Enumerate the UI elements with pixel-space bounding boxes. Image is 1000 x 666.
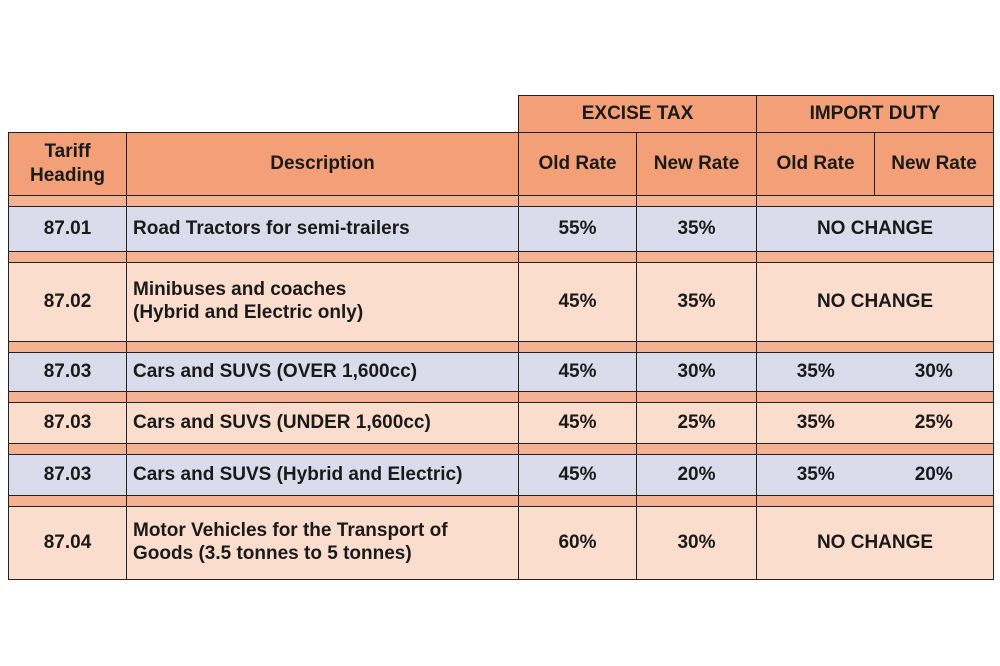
column-header-row — [9, 133, 994, 196]
excise-new-rate-header: New Rate — [637, 133, 757, 196]
excise-old-rate-header: Old Rate — [519, 133, 637, 196]
excise-old-cell: 60% — [519, 507, 637, 580]
tariff-heading-header — [9, 133, 127, 196]
excise-new-cell: 25% — [637, 403, 757, 444]
description-header: Description — [127, 133, 519, 196]
tariff-heading-cell: 87.03 — [9, 403, 127, 444]
tariff-heading-cell: 87.03 — [9, 455, 127, 496]
tariff-heading-line2: Heading — [30, 165, 105, 186]
import-duty-header: IMPORT DUTY — [757, 96, 994, 133]
excise-tax-header: EXCISE TAX — [519, 96, 757, 133]
excise-new-cell: 20% — [637, 455, 757, 496]
tariff-heading-cell: 87.03 — [9, 353, 127, 392]
table-row — [9, 263, 994, 342]
description-cell — [127, 507, 519, 580]
import-new-cell: 25% — [875, 403, 994, 444]
excise-old-cell: 45% — [519, 263, 637, 342]
separator-row — [9, 392, 994, 403]
excise-new-cell: 35% — [637, 207, 757, 252]
excise-old-cell: 45% — [519, 403, 637, 444]
import-no-change-cell: NO CHANGE — [757, 507, 994, 580]
import-old-cell: 35% — [757, 403, 875, 444]
group-header-row — [9, 96, 994, 133]
separator-row — [9, 444, 994, 455]
table-row — [9, 455, 994, 496]
description-line2: (Hybrid and Electric only) — [133, 302, 364, 323]
tariff-heading-cell: 87.04 — [9, 507, 127, 580]
excise-old-cell: 45% — [519, 455, 637, 496]
separator-row — [9, 496, 994, 507]
import-no-change-cell: NO CHANGE — [757, 263, 994, 342]
description-cell: Cars and SUVS (Hybrid and Electric) — [127, 455, 519, 496]
import-new-rate-header: New Rate — [875, 133, 994, 196]
description-cell — [127, 263, 519, 342]
import-no-change-cell: NO CHANGE — [757, 207, 994, 252]
description-line1: Minibuses and coaches — [133, 279, 347, 301]
tariff-heading-cell: 87.02 — [9, 263, 127, 342]
separator-row — [9, 342, 994, 353]
table-row — [9, 507, 994, 580]
separator-row — [9, 252, 994, 263]
description-cell: Cars and SUVS (UNDER 1,600cc) — [127, 403, 519, 444]
import-new-cell: 30% — [875, 353, 994, 392]
separator-row — [9, 196, 994, 207]
description-cell: Cars and SUVS (OVER 1,600cc) — [127, 353, 519, 392]
excise-old-cell: 55% — [519, 207, 637, 252]
description-line1: Motor Vehicles for the Transport of — [133, 520, 448, 542]
description-line2: Goods (3.5 tonnes to 5 tonnes) — [133, 543, 412, 564]
excise-new-cell: 35% — [637, 263, 757, 342]
blank-corner — [9, 96, 519, 133]
description-cell: Road Tractors for semi-trailers — [127, 207, 519, 252]
tariff-table — [8, 95, 994, 580]
import-old-rate-header: Old Rate — [757, 133, 875, 196]
excise-new-cell: 30% — [637, 507, 757, 580]
import-old-cell: 35% — [757, 455, 875, 496]
excise-old-cell: 45% — [519, 353, 637, 392]
table-row — [9, 207, 994, 252]
excise-new-cell: 30% — [637, 353, 757, 392]
import-old-cell: 35% — [757, 353, 875, 392]
table-row — [9, 403, 994, 444]
tariff-heading-cell: 87.01 — [9, 207, 127, 252]
import-new-cell: 20% — [875, 455, 994, 496]
table-row — [9, 353, 994, 392]
tariff-heading-line1: Tariff — [44, 141, 91, 163]
